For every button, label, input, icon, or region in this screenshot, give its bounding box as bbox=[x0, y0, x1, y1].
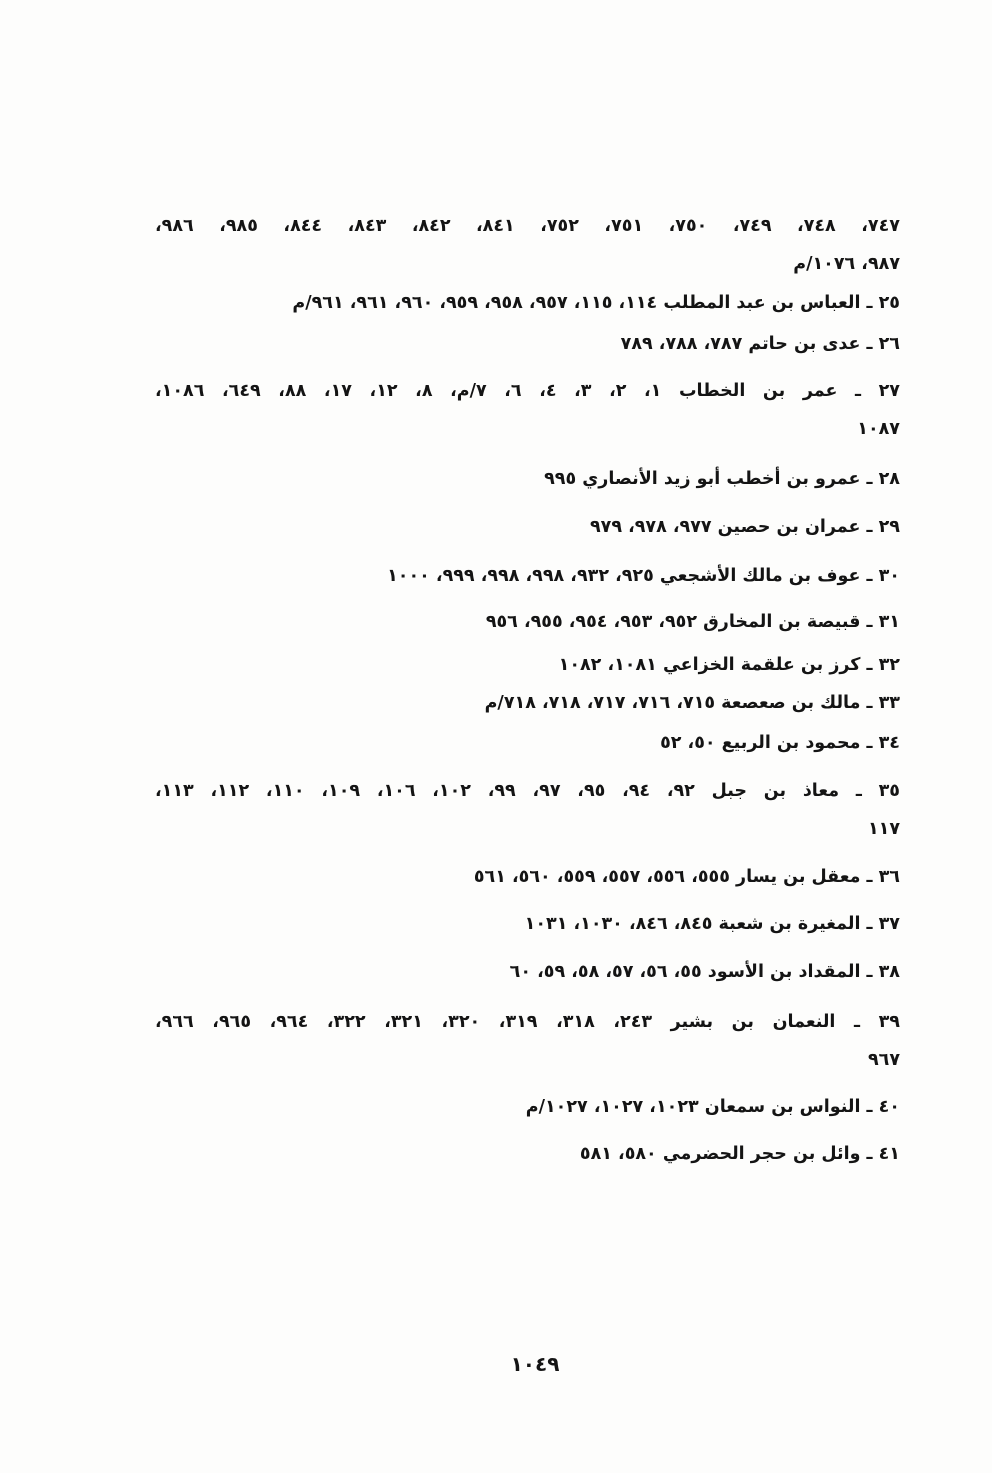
entry-32 bbox=[155, 646, 900, 684]
entry-line: ٢٦ ـ عدى بن حاتم ٧٨٧، ٧٨٨، ٧٨٩ bbox=[620, 334, 900, 354]
entry-line: ٣٩ ـ النعمان بن بشير ٢٤٣، ٣١٨، ٣١٩، ٣٢٠، ٣٢١، ٣٢٢، ٩٦٤، ٩٦٥، ٩٦٦، bbox=[155, 1012, 900, 1032]
entry-line: ٣١ ـ قبيصة بن المخارق ٩٥٢، ٩٥٣، ٩٥٤، ٩٥٥، ٩٥٦ bbox=[485, 612, 900, 632]
entry-34 bbox=[155, 724, 900, 762]
entry-line: ٤١ ـ وائل بن حجر الحضرمي ٥٨٠، ٥٨١ bbox=[579, 1144, 900, 1164]
entry-line: ٣٣ ـ مالك بن صعصعة ٧١٥، ٧١٦، ٧١٧، ٧١٨، ٧١٨/م bbox=[484, 693, 900, 713]
entry-line: ٢٧ ـ عمر بن الخطاب ١، ٢، ٣، ٤، ٦، ٧/م، ٨، ١٢، ١٧، ٨٨، ٦٤٩، ١٠٨٦، bbox=[155, 381, 900, 401]
entry-line: ٢٩ ـ عمران بن حصين ٩٧٧، ٩٧٨، ٩٧٩ bbox=[589, 517, 900, 537]
entry-35 bbox=[155, 772, 900, 848]
entry-line: ٣٠ ـ عوف بن مالك الأشجعي ٩٢٥، ٩٣٢، ٩٩٨، ٩٩٨، ٩٩٩، ١٠٠٠ bbox=[387, 566, 900, 586]
entry-line: ٧٤٧، ٧٤٨، ٧٤٩، ٧٥٠، ٧٥١، ٧٥٢، ٨٤١، ٨٤٢، ٨٤٣، ٨٤٤، ٩٨٥، ٩٨٦، bbox=[155, 216, 900, 236]
entry-27 bbox=[155, 372, 900, 448]
entry-29 bbox=[155, 508, 900, 546]
entry-26 bbox=[155, 325, 900, 363]
entry-40 bbox=[155, 1088, 900, 1126]
entry-25 bbox=[155, 284, 900, 322]
entry-36 bbox=[155, 858, 900, 896]
entry-line: ١٠٨٧ bbox=[857, 419, 900, 439]
entry-41 bbox=[155, 1135, 900, 1173]
entry-line: ٢٨ ـ عمرو بن أخطب أبو زيد الأنصاري ٩٩٥ bbox=[544, 469, 900, 489]
entry-line: ٩٨٧، ١٠٧٦/م bbox=[793, 254, 900, 274]
entry-continuation bbox=[155, 207, 900, 283]
entry-28 bbox=[155, 460, 900, 498]
entry-30 bbox=[155, 557, 900, 595]
entry-line: ٤٠ ـ النواس بن سمعان ١٠٢٣، ١٠٢٧، ١٠٢٧/م bbox=[525, 1097, 900, 1117]
entry-31 bbox=[155, 603, 900, 641]
entry-line: ٣٨ ـ المقداد بن الأسود ٥٥، ٥٦، ٥٧، ٥٨، ٥٩، ٦٠ bbox=[509, 962, 900, 982]
entry-line: ١١٧ bbox=[867, 819, 900, 839]
entry-38 bbox=[155, 953, 900, 991]
page-number: ١٠٤٩ bbox=[510, 1352, 560, 1376]
entry-33 bbox=[155, 684, 900, 722]
entry-39 bbox=[155, 1003, 900, 1079]
entry-line: ٣٦ ـ معقل بن يسار ٥٥٥، ٥٥٦، ٥٥٧، ٥٥٩، ٥٦٠، ٥٦١ bbox=[473, 867, 900, 887]
entry-line: ٣٢ ـ كرز بن علقمة الخزاعي ١٠٨١، ١٠٨٢ bbox=[558, 655, 900, 675]
entry-37 bbox=[155, 905, 900, 943]
entry-line: ٣٧ ـ المغيرة بن شعبة ٨٤٥، ٨٤٦، ١٠٣٠، ١٠٣١ bbox=[524, 914, 900, 934]
entry-line: ٣٤ ـ محمود بن الربيع ٥٠، ٥٢ bbox=[660, 733, 900, 753]
entry-line: ٢٥ ـ العباس بن عبد المطلب ١١٤، ١١٥، ٩٥٧، ٩٥٨، ٩٥٩، ٩٦٠، ٩٦١، ٩٦١/م bbox=[292, 293, 900, 313]
entry-line: ٣٥ ـ معاذ بن جبل ٩٢، ٩٤، ٩٥، ٩٧، ٩٩، ١٠٢، ١٠٦، ١٠٩، ١١٠، ١١٢، ١١٣، bbox=[155, 781, 900, 801]
entry-line: ٩٦٧ bbox=[867, 1050, 900, 1070]
